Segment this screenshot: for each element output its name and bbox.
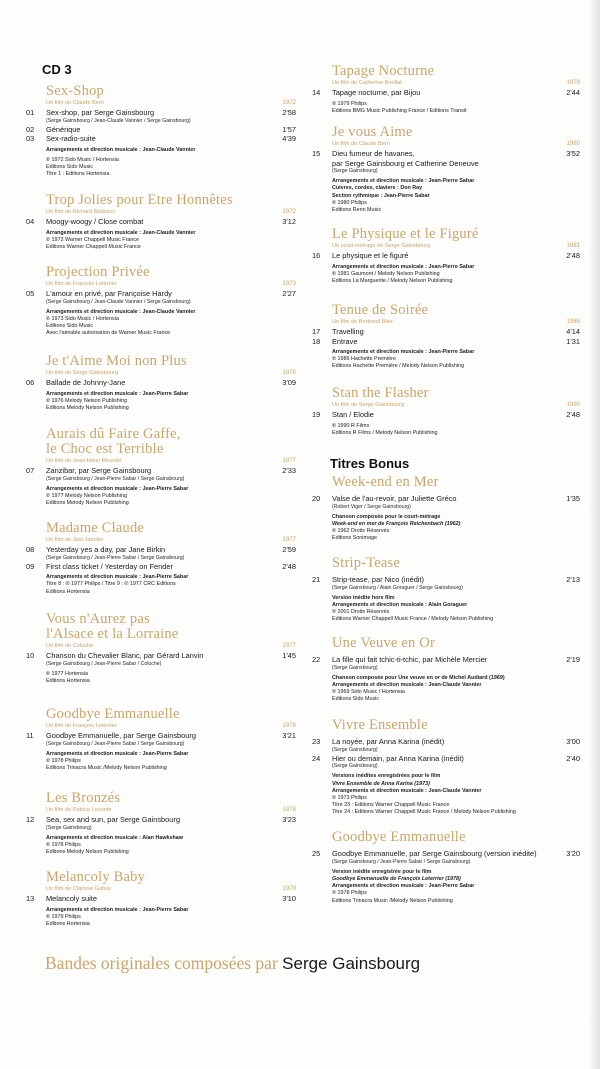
track-number: 22 — [312, 655, 321, 664]
track-credit: (Robert Viger / Serge Gainsbourg) — [332, 503, 411, 510]
track-title: Tapage nocturne, par Bijou — [332, 88, 421, 97]
track-row — [312, 655, 580, 665]
film-subtitle-row — [332, 318, 580, 327]
track-duration: 3'00 — [566, 737, 580, 746]
track-number: 15 — [312, 149, 321, 158]
film-block — [312, 386, 580, 437]
film-block — [26, 521, 296, 596]
track-title: Melancoly suite — [46, 894, 97, 903]
film-subtitle-row — [46, 99, 296, 108]
note-line: Arrangements et direction musicale : Jean-Claude Vannier — [46, 308, 196, 315]
track-title: Travelling — [332, 327, 364, 336]
film-director: Un film de Clarisse Gabus — [46, 886, 111, 892]
film-year: 1980 — [566, 141, 580, 147]
track-title: Générique — [46, 124, 81, 134]
track-number: 16 — [312, 251, 321, 260]
film-notes — [46, 486, 296, 508]
note-line: Editions R Films / Melody Nelson Publishing — [332, 429, 438, 436]
track-title: Strip-tease, par Nico (inédit) — [332, 575, 425, 584]
track-duration: 3'23 — [282, 815, 296, 824]
film-notes — [46, 671, 296, 685]
track-credit: (Serge Gainsbourg) — [332, 664, 378, 671]
note-line: Arrangements et direction musicale : Jean-Pierre Sabar — [332, 349, 475, 355]
track-credit: (Serge Gainsbourg) — [332, 168, 378, 174]
film-year: 1981 — [566, 243, 580, 249]
film-notes — [46, 907, 296, 929]
film-director: Un film de François Leterrier — [46, 723, 117, 729]
track-duration: 3'09 — [282, 378, 296, 387]
film-notes — [332, 869, 580, 905]
note-line: ℗ 1973 Philips — [332, 795, 367, 802]
track-duration: 2'44 — [566, 88, 580, 97]
film-director: Un court-métrage de Serge Gainsbourg — [332, 243, 431, 249]
note-line: Editions Melody Nelson Publishing — [46, 404, 129, 411]
film-year: 1978 — [282, 807, 296, 813]
note-line: Editions Renn Music — [332, 207, 382, 214]
film-notes — [332, 349, 580, 371]
track-number: 24 — [312, 753, 321, 763]
track-credit: (Serge Gainsbourg / Jean-Pierre Sabar / Coluche) — [46, 660, 162, 667]
note-line: ℗ 1973 Sido Music / Hortensia — [46, 315, 119, 322]
track-number: 03 — [26, 134, 35, 144]
track-title: Moogy-woogy / Close combat — [46, 217, 144, 226]
film-notes — [332, 423, 580, 437]
track-number: 20 — [312, 494, 321, 503]
film-title: Je t'Aime Moi non Plus — [46, 353, 187, 369]
track-credit: (Serge Gainsbourg / Jean-Claude Vannier / Serge Gainsbourg) — [46, 298, 191, 305]
note-line: ℗ 1979 Philips — [46, 913, 81, 920]
film-director: Un film de Jean-Henri Meunier — [46, 458, 122, 464]
track-credit: (Serge Gainsbourg) — [332, 746, 378, 753]
footer-artist: Serge Gainsbourg — [282, 954, 421, 973]
note-line: Vivre Ensemble de Anna Karina (1973) — [332, 780, 430, 787]
track-title: La noyée, par Anna Karina (inédit) — [332, 737, 445, 746]
track-row — [312, 251, 580, 261]
track-credit: (Serge Gainsbourg / Alain Goraguer / Serge Gainsbourg) — [332, 584, 463, 591]
film-block — [312, 227, 580, 285]
film-year: 1978 — [282, 723, 296, 729]
film-director: Un film de Patrice Leconte — [46, 807, 112, 813]
track-title: Hier ou demain, par Anna Karina (inédit) — [332, 753, 464, 763]
track-duration: 2'48 — [282, 561, 296, 571]
film-notes — [332, 773, 580, 816]
film-title: Week-end en Mer — [332, 474, 439, 490]
track-row — [26, 894, 296, 904]
note-line: ℗ 1979 Philips — [332, 100, 367, 107]
film-block — [312, 556, 580, 624]
film-director: Un film de Serge Gainsbourg — [332, 402, 405, 408]
film-title: Trop Jolies pour Etre Honnêtes — [46, 192, 233, 208]
track-duration: 3'20 — [566, 849, 580, 858]
note-line: Arrangements et direction musicale : Jean-Claude Vannier — [46, 229, 196, 236]
track-title: Zanzibar, par Serge Gainsbourg — [46, 466, 152, 475]
track-title-cont: par Serge Gainsbourg et Catherine Deneuve — [332, 158, 479, 168]
film-notes — [46, 309, 296, 338]
film-notes — [46, 751, 296, 773]
note-line: ℗ 1977 Hortensia — [46, 670, 89, 677]
film-director: Un film de Just Jaeckin — [46, 537, 104, 543]
note-line: Editions La Marguerite / Melody Nelson Publishing — [332, 277, 453, 284]
note-line: Week-end en mer de François Reichenbach (1962) — [332, 520, 461, 527]
note-line: Arrangements et direction musicale : Jean-Pierre Sabar — [332, 178, 475, 185]
film-title: Strip-Tease — [332, 555, 401, 571]
track-number: 07 — [26, 466, 35, 475]
track-row — [26, 108, 296, 118]
note-line: Editions Melody Nelson Publishing — [46, 500, 129, 507]
track-row — [312, 575, 580, 585]
note-line: Editions Sonimage — [332, 535, 377, 542]
film-title-line2: le Choc est Terrible — [46, 441, 164, 457]
track-duration: 2'58 — [282, 108, 296, 117]
film-block — [312, 718, 580, 817]
film-subtitle-row — [332, 242, 580, 251]
film-block — [312, 125, 580, 214]
film-director: Un film de Richard Balducci — [46, 209, 115, 215]
track-duration: 3'10 — [282, 894, 296, 903]
track-row — [26, 217, 296, 227]
track-number: 25 — [312, 849, 321, 858]
track-number: 17 — [312, 327, 321, 336]
film-block — [26, 265, 296, 338]
note-line: ℗ 1969 Sido Music / Hortensia — [332, 689, 405, 696]
film-title: Madame Claude — [46, 520, 145, 536]
note-line: ℗ 1977 Melody Nelson Publishing — [46, 492, 127, 499]
note-line: ℗ 1981 Gaumont / Melody Nelson Publishing — [332, 270, 440, 277]
track-row — [26, 651, 296, 661]
film-block — [312, 636, 580, 704]
note-line: Editions Melody Nelson Publishing — [46, 849, 129, 856]
film-notes — [46, 391, 296, 413]
note-line: Arrangements et direction musicale : Jean-Pierre Sabar — [332, 263, 475, 270]
track-title: Sex-shop, par Serge Gainsbourg — [46, 108, 155, 117]
track-number: 13 — [26, 894, 35, 903]
film-title: Goodbye Emmanuelle — [46, 706, 180, 722]
note-line: Version inédite hors film — [332, 594, 395, 601]
film-subtitle-row — [332, 79, 580, 88]
note-line: Editions Warner Chappell Music France — [46, 243, 141, 250]
note-line: Goodbye Emmanuelle de François Leterrier (1978) — [332, 875, 461, 882]
track-title: L'amour en privé, par Françoise Hardy — [46, 289, 172, 298]
film-year: 1973 — [282, 281, 296, 287]
track-number: 21 — [312, 575, 321, 584]
note-line: Chanson composée pour le court-métrage — [332, 513, 441, 520]
track-row — [312, 337, 580, 347]
film-title: Stan the Flasher — [332, 385, 429, 401]
note-line: ℗ 1978 Philips — [46, 841, 81, 848]
track-duration: 2'40 — [566, 753, 580, 763]
track-row — [312, 737, 580, 747]
track-number: 19 — [312, 410, 321, 419]
track-credit: (Serge Gainsbourg / Jean-Claude Vannier / Serge Gainsbourg) — [46, 117, 191, 124]
film-director: Un film de Bertrand Blier — [332, 319, 393, 325]
track-title-line2 — [312, 159, 580, 169]
note-line: Chanson composée pour Une veuve en or de Michel Audiard (1969) — [332, 674, 505, 681]
film-block — [26, 612, 296, 685]
film-notes — [332, 675, 580, 704]
track-duration: 1'35 — [566, 494, 580, 503]
track-number: 02 — [26, 124, 35, 134]
note-line: ℗ 1972 Warner Chappell Music France — [46, 236, 140, 243]
film-title: Vous n'Aurez pas — [46, 611, 150, 627]
track-duration: 2'19 — [566, 655, 580, 664]
note-line: Arrangements et direction musicale : Jean-Pierre Sabar — [46, 574, 189, 581]
track-number: 05 — [26, 289, 35, 298]
note-line: Editions Hortensia — [46, 920, 90, 927]
note-line: Editions Hortensia — [46, 588, 90, 595]
film-title: Vivre Ensemble — [332, 717, 428, 733]
track-title: Yesterday yes a day, par Jane Birkin — [46, 545, 166, 554]
track-row — [312, 327, 580, 337]
note-line: ℗ 1972 Sido Music / Hortensia — [46, 156, 119, 163]
film-subtitle-row — [46, 457, 296, 466]
note-line: ℗ 1980 Philips — [332, 199, 367, 206]
note-line: Arrangements et direction musicale : Alain Goraguer — [332, 601, 468, 608]
track-row — [312, 849, 580, 859]
note-line: Titre 24 : Editions Warner Chappell Music France / Melody Nelson Publishing — [332, 809, 516, 816]
film-year: 1977 — [282, 458, 296, 464]
note-line: Editions Hortensia — [46, 677, 90, 684]
note-line: Avec l'aimable autorisation de Warner Music France — [46, 330, 171, 337]
track-number: 12 — [26, 815, 35, 824]
note-line: Arrangements et direction musicale : Jean-Pierre Sabar — [332, 883, 475, 890]
track-row — [312, 149, 580, 159]
note-line: Section rythmique : Jean-Pierre Sabar — [332, 192, 430, 199]
film-block — [312, 830, 580, 905]
film-subtitle-row — [46, 806, 296, 815]
track-credit: (Serge Gainsbourg / Jean-Pierre Sabar / Serge Gainsbourg) — [46, 554, 185, 561]
track-row — [26, 466, 296, 476]
track-duration: 3'52 — [566, 149, 580, 158]
note-line: Editions Sido Music — [46, 164, 94, 171]
track-number: 08 — [26, 545, 35, 554]
film-subtitle-row — [46, 208, 296, 217]
film-block — [312, 475, 580, 543]
note-line: ℗ 2001 Droits Réservés — [332, 609, 390, 616]
film-notes — [332, 264, 580, 286]
film-block — [26, 870, 296, 928]
track-row — [26, 378, 296, 388]
track-title: Stan / Elodie — [332, 410, 374, 419]
film-notes — [332, 595, 580, 624]
note-line: Arrangements et direction musicale : Jean-Pierre Sabar — [46, 906, 189, 913]
track-title: Goodbye Emmanuelle, par Serge Gainsbourg — [46, 731, 196, 740]
note-line: Editions Trinacra Music /Melody Nelson Publishing — [332, 897, 453, 904]
track-row — [312, 754, 580, 764]
film-subtitle-row — [46, 536, 296, 545]
track-title: Entrave — [332, 336, 358, 346]
note-line: ℗ 1990 R Films — [332, 422, 370, 429]
track-title: Sea, sex and sun, par Serge Gainsbourg — [46, 815, 180, 824]
film-block — [312, 303, 580, 371]
track-title: Dieu fumeur de havanes, — [332, 149, 415, 158]
note-line: Versions inédites enregistrées pour le film — [332, 773, 441, 780]
film-year: 1979 — [566, 80, 580, 86]
note-line: Arrangements et direction musicale : Jean-Claude Vannier — [46, 146, 196, 153]
track-row — [26, 125, 296, 135]
track-row — [26, 289, 296, 299]
film-title: Sex-Shop — [46, 83, 104, 99]
note-line: Arrangements et direction musicale : Jean-Pierre Sabar — [46, 390, 189, 397]
film-year: 1977 — [282, 537, 296, 543]
note-line: Editions Warner Chappell Music France / Melody Nelson Publishing — [332, 616, 494, 623]
film-notes — [46, 835, 296, 857]
track-duration: 2'13 — [566, 575, 580, 584]
film-block — [26, 427, 296, 507]
film-director: Un film de Claude Berri — [46, 100, 104, 106]
track-title: Le physique et le figuré — [332, 251, 409, 260]
film-block — [312, 64, 580, 115]
film-title: Melancoly Baby — [46, 869, 146, 885]
film-year: 1976 — [282, 370, 296, 376]
track-number: 04 — [26, 217, 35, 226]
track-number: 23 — [312, 737, 321, 746]
track-duration: 2'48 — [566, 251, 580, 260]
film-block — [26, 707, 296, 772]
note-line: Arrangements et direction musicale : Jean-Claude Vannier — [332, 681, 482, 688]
track-credit: (Serge Gainsbourg / Jean-Pierre Sabar / Serge Gainsbourg) — [46, 740, 185, 747]
track-row — [26, 545, 296, 555]
film-subtitle-row — [46, 369, 296, 378]
track-duration: 2'48 — [566, 410, 580, 419]
film-director: Un film de Coluche — [46, 643, 94, 649]
track-duration: 2'27 — [282, 289, 296, 298]
film-director: Un film de Serge Gainsbourg — [46, 370, 119, 376]
track-row — [312, 88, 580, 98]
track-credit: (Serge Gainsbourg) — [46, 824, 92, 831]
track-duration: 4'39 — [282, 134, 296, 144]
note-line: ℗ 1962 Droits Réservés — [332, 528, 390, 535]
track-number: 11 — [26, 731, 34, 740]
film-title: Tenue de Soirée — [332, 302, 429, 318]
note-line: Editions Hachette Première / Melody Nelson Publishing — [332, 363, 465, 370]
track-number: 14 — [312, 88, 321, 97]
track-row — [26, 731, 296, 741]
film-director: Un film de François Leterrier — [46, 281, 117, 287]
track-number: 10 — [26, 651, 35, 660]
film-notes — [332, 514, 580, 543]
film-notes — [46, 230, 296, 252]
track-row — [26, 134, 296, 144]
track-title: First class ticket / Yesterday on Fender — [46, 561, 173, 571]
track-credit: (Serge Gainsbourg / Jean-Pierre Sabar / Serge Gainsbourg) — [332, 858, 471, 865]
film-year: 1977 — [282, 643, 296, 649]
track-row — [26, 815, 296, 825]
film-notes — [46, 147, 296, 179]
film-director: Un film de Catherine Breillat — [332, 80, 402, 86]
note-line: Titre 23 : Editions Warner Chappell Music France — [332, 802, 450, 809]
footer-tagline — [45, 953, 420, 974]
track-duration: 3'21 — [282, 731, 296, 740]
film-subtitle-row — [46, 280, 296, 289]
film-title: Les Bronzés — [46, 790, 121, 806]
track-title: La fille qui fait tchic-ti-tchic, par Michèle Mercier — [332, 655, 488, 664]
track-title: Sex-radio-suite — [46, 134, 96, 144]
film-title-line2: l'Alsace et la Lorraine — [46, 626, 179, 642]
note-line: Editions Sido Music — [46, 323, 94, 330]
footer-prefix: Bandes originales composées par — [45, 953, 278, 973]
film-notes — [332, 101, 580, 115]
film-block — [26, 84, 296, 179]
film-subtitle-row — [46, 642, 296, 651]
film-subtitle-row — [332, 401, 580, 410]
note-line: Editions BMG Music Publishing France / Editions Transit — [332, 107, 467, 114]
film-title: Projection Privée — [46, 264, 150, 280]
film-subtitle-row — [46, 722, 296, 731]
film-title: Aurais dû Faire Gaffe, — [46, 426, 181, 442]
note-line: Version inédite enregistrée pour le film — [332, 868, 432, 875]
track-duration: 2'33 — [282, 466, 296, 475]
note-line: ℗ 1978 Philips — [46, 757, 81, 764]
note-line: ℗ 1976 Melody Nelson Publishing — [46, 397, 127, 404]
film-title: Tapage Nocturne — [332, 63, 435, 79]
cd-label: CD 3 — [42, 62, 72, 77]
film-block — [26, 791, 296, 856]
track-duration: 1'57 — [282, 124, 296, 134]
track-title: Chanson du Chevalier Blanc, par Gérard Lanvin — [46, 651, 204, 660]
track-row — [312, 410, 580, 420]
film-subtitle-row — [46, 885, 296, 894]
film-title: Une Veuve en Or — [332, 635, 435, 651]
film-title: Goodbye Emmanuelle — [332, 829, 466, 845]
note-line: Titre 8 : ℗ 1977 Philips / Titre 9 : ℗ 1977 CRC Editions — [46, 581, 176, 588]
note-line: Editions Trinacra Music /Melody Nelson Publishing — [46, 765, 167, 772]
film-year: 1986 — [566, 319, 580, 325]
track-credit: (Serge Gainsbourg / Jean-Pierre Sabar / Serge Gainsbourg) — [46, 475, 185, 482]
bonus-label: Titres Bonus — [330, 456, 410, 471]
note-line: Arrangements et direction musicale : Jean-Claude Vannier — [332, 787, 482, 794]
film-year: 1972 — [282, 209, 296, 215]
note-line: ℗ 1978 Philips — [332, 890, 367, 897]
track-duration: 3'12 — [282, 217, 296, 226]
note-line: Cuivres, cordes, claviers : Don Ray — [332, 185, 423, 192]
note-line: Arrangements et direction musicale : Jean-Pierre Sabar — [46, 485, 189, 492]
film-year: 1972 — [282, 100, 296, 106]
track-title: Ballade de Johnny-Jane — [46, 378, 126, 387]
track-duration: 4'14 — [566, 327, 580, 336]
note-line: ℗ 1986 Hachette Première — [332, 356, 396, 363]
film-title: Le Physique et le Figuré — [332, 226, 479, 242]
film-notes — [332, 178, 580, 214]
note-line: Arrangements et direction musicale : Jean-Pierre Sabar — [46, 750, 189, 757]
track-duration: 1'45 — [282, 651, 296, 660]
track-number: 18 — [312, 336, 321, 346]
note-line: Arrangements et direction musicale : Alan Hawkshaw — [46, 834, 184, 841]
track-duration: 2'59 — [282, 545, 296, 554]
track-row — [312, 494, 580, 504]
track-title: Goodbye Emmanuelle, par Serge Gainsbourg (version inédite) — [332, 849, 537, 858]
track-credit: (Serge Gainsbourg) — [332, 763, 378, 770]
track-duration: 1'31 — [566, 336, 580, 346]
film-director: Un film de Claude Berri — [332, 141, 390, 147]
track-number: 06 — [26, 378, 35, 387]
track-number: 09 — [26, 561, 35, 571]
film-year: 1979 — [282, 886, 296, 892]
film-notes — [46, 574, 296, 596]
track-title: Valse de l'au-revoir, par Juliette Gréco — [332, 494, 457, 503]
film-block — [26, 193, 296, 251]
film-block — [26, 354, 296, 412]
film-year: 1990 — [566, 402, 580, 408]
film-title: Je vous Aime — [332, 124, 413, 140]
note-line: Titre 1 : Editions Hortensia — [46, 171, 110, 178]
note-line: Editions Sido Music — [332, 696, 380, 703]
track-number: 01 — [26, 108, 35, 117]
film-subtitle-row — [332, 140, 580, 149]
track-row — [26, 562, 296, 572]
